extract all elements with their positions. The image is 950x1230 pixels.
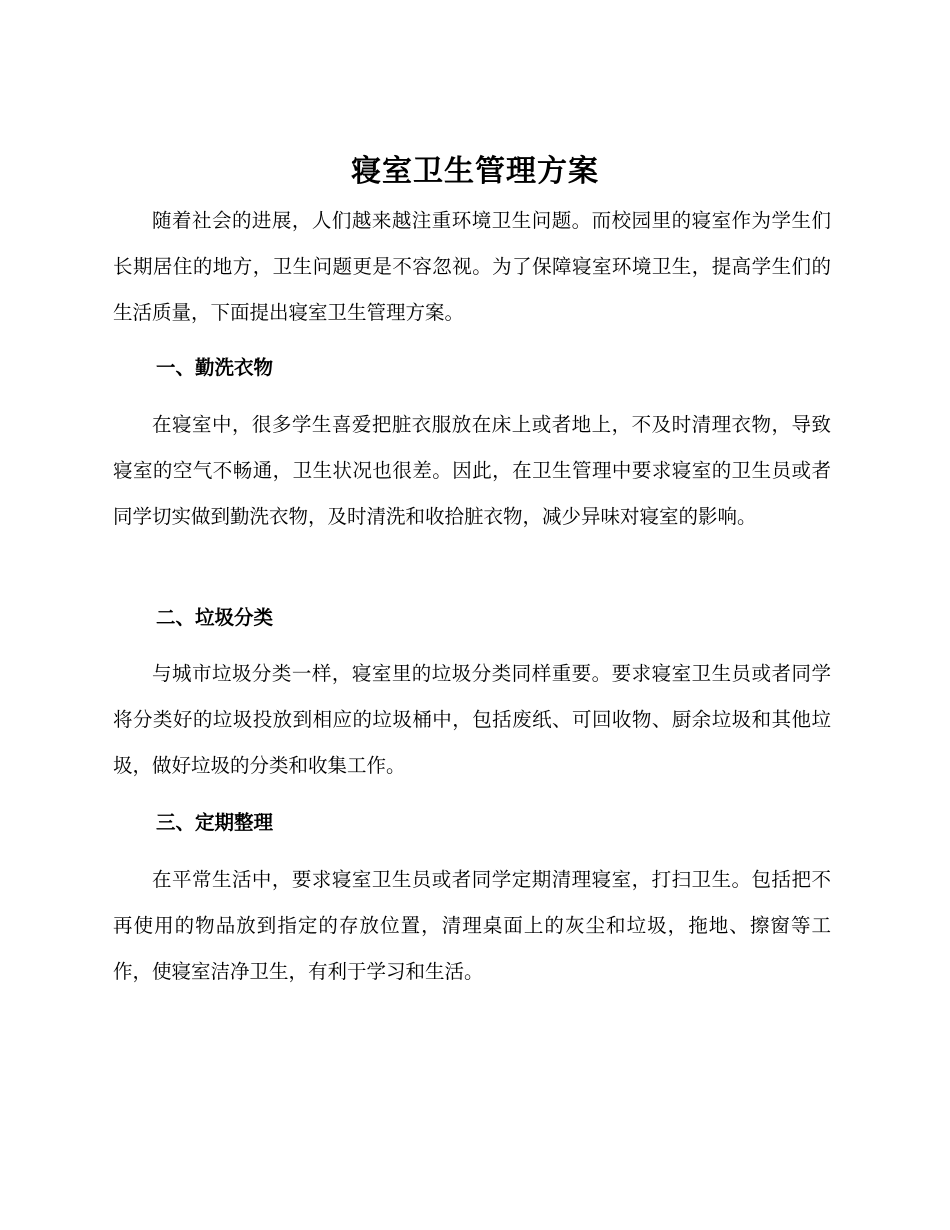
document-title: 寝室卫生管理方案	[351, 154, 599, 189]
section-heading-regular-tidying: 三、定期整理	[156, 811, 274, 834]
section-body-garbage-sorting: 与城市垃圾分类一样，寝室里的垃圾分类同样重要。要求寝室卫生员或者同学将分类好的垃圾投放到相应的垃圾桶中，包括废纸、可回收物、厨余垃圾和其他垃圾，做好垃圾的分类和收集工作。	[113, 662, 831, 777]
section-heading-garbage-sorting: 二、垃圾分类	[156, 606, 274, 629]
section-body-regular-tidying: 在平常生活中，要求寝室卫生员或者同学定期清理寝室，打扫卫生。包括把不再使用的物品放到指定的存放位置，清理桌面上的灰尘和垃圾，拖地、擦窗等工作，使寝室洁净卫生，有利于学习和生活。	[113, 868, 831, 983]
intro-paragraph: 随着社会的进展，人们越来越注重环境卫生问题。而校园里的寝室作为学生们长期居住的地方，卫生问题更是不容忽视。为了保障寝室环境卫生，提高学生们的生活质量，下面提出寝室卫生管理方案。	[113, 209, 831, 324]
section-body-wash-clothes: 在寝室中，很多学生喜爱把脏衣服放在床上或者地上，不及时清理衣物，导致寝室的空气不畅通，卫生状况也很差。因此，在卫生管理中要求寝室的卫生员或者同学切实做到勤洗衣物，及时清洗和收拾脏衣物，减少异味对寝室的影响。	[113, 413, 831, 528]
section-heading-wash-clothes: 一、勤洗衣物	[156, 356, 274, 379]
